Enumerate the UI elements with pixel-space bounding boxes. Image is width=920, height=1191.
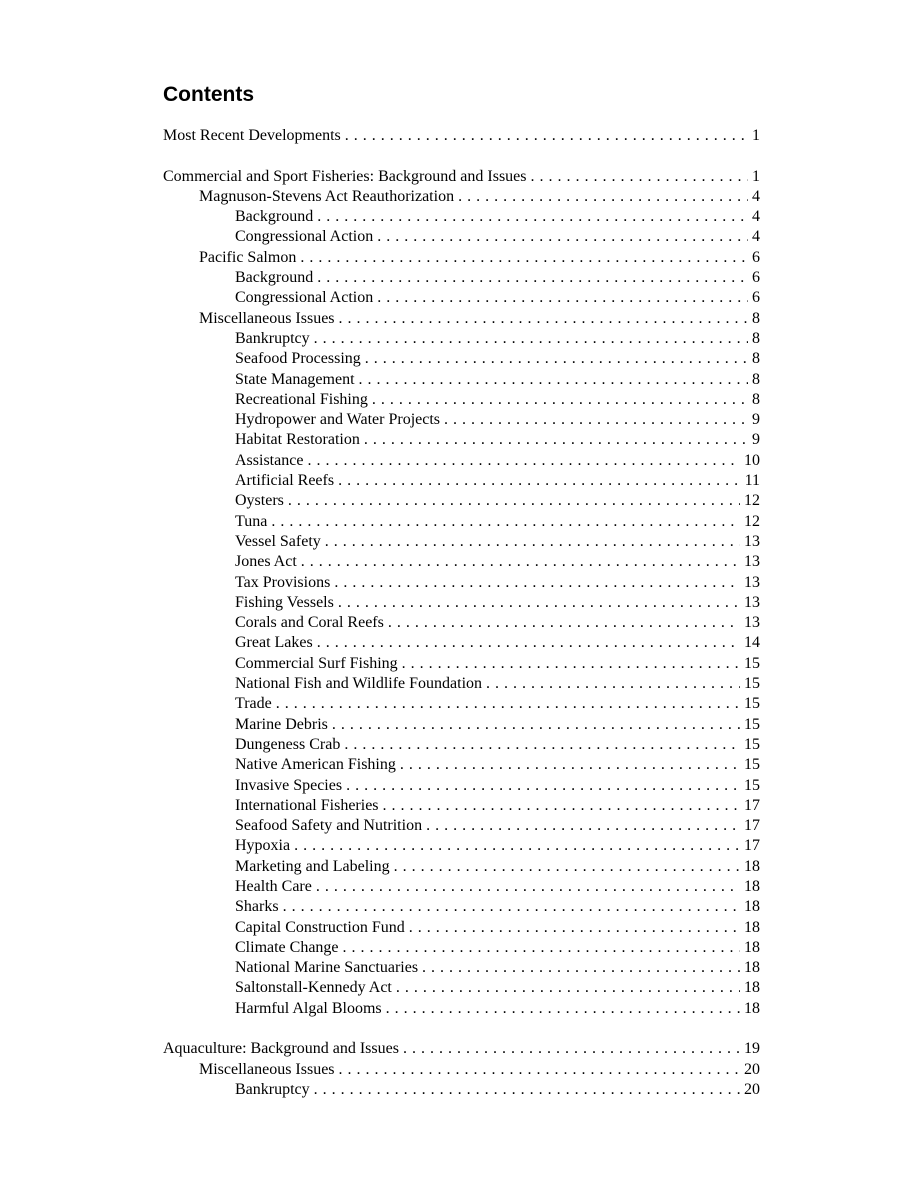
toc-entry-page-number: 8 <box>752 329 760 347</box>
toc-entry[interactable] <box>163 451 760 471</box>
toc-entry[interactable] <box>163 1039 760 1059</box>
toc-entry[interactable] <box>163 167 760 187</box>
toc-entry-title: Trade <box>235 695 272 713</box>
toc-entry-page-number: 13 <box>744 573 760 591</box>
toc-entry[interactable] <box>163 552 760 572</box>
toc-entry-title: Most Recent Developments <box>163 127 341 144</box>
toc-entry-title: Artificial Reefs <box>235 472 335 490</box>
toc-entry-title: Background <box>235 208 314 226</box>
toc-entry[interactable] <box>163 227 760 247</box>
toc-entry-page-number: 18 <box>744 999 760 1017</box>
toc-entry-title: Corals and Coral Reefs <box>235 614 384 632</box>
toc-entry[interactable] <box>163 938 760 958</box>
toc-entry[interactable] <box>163 1060 760 1080</box>
dot-leader <box>388 613 740 633</box>
toc-entry[interactable] <box>163 370 760 390</box>
dot-leader <box>444 410 748 430</box>
toc-entry-page-number: 18 <box>744 877 760 895</box>
toc-entry[interactable] <box>163 978 760 998</box>
toc-entry-title: Sharks <box>235 898 279 916</box>
toc-entry[interactable] <box>163 309 760 329</box>
dot-leader <box>345 126 748 146</box>
toc-entry-title: Assistance <box>235 451 304 469</box>
toc-entry-page-number: 1 <box>752 127 760 144</box>
dot-leader <box>426 816 740 836</box>
toc-entry[interactable] <box>163 349 760 369</box>
dot-leader <box>403 1039 740 1059</box>
toc-entry[interactable] <box>163 390 760 410</box>
toc-entry[interactable] <box>163 755 760 775</box>
dot-leader <box>338 593 740 613</box>
toc-entry-title: Hydropower and Water Projects <box>235 411 441 429</box>
toc-entry-title: International Fisheries <box>235 796 379 814</box>
toc-entry-page-number: 8 <box>752 350 760 368</box>
toc-entry-page-number: 18 <box>744 898 760 916</box>
toc-entry-title: Tuna <box>235 512 268 530</box>
toc-entry[interactable] <box>163 735 760 755</box>
toc-entry-title: Saltonstall-Kennedy Act <box>235 979 392 997</box>
dot-leader <box>317 268 748 288</box>
toc-entry-title: Magnuson-Stevens Act Reauthorization <box>199 187 455 205</box>
toc-entry-title: Commercial Surf Fishing <box>235 654 398 672</box>
dot-leader <box>332 715 740 735</box>
toc-entry-page-number: 11 <box>744 472 760 490</box>
toc-entry[interactable] <box>163 715 760 735</box>
toc-entry-title: Aquaculture: Background and Issues <box>163 1040 399 1058</box>
toc-entry-page-number: 15 <box>744 715 760 733</box>
toc-entry[interactable] <box>163 654 760 674</box>
dot-leader <box>364 430 748 450</box>
dot-leader <box>486 674 740 694</box>
toc-entry[interactable] <box>163 491 760 511</box>
toc-entry-title: Tax Provisions <box>235 573 331 591</box>
toc-entry-title: Miscellaneous Issues <box>199 1060 335 1078</box>
toc-entry[interactable] <box>163 207 760 227</box>
toc-entry-title: Miscellaneous Issues <box>199 309 335 327</box>
toc-entry-title: Health Care <box>235 877 312 895</box>
dot-leader <box>271 512 740 532</box>
toc-entry-title: Bankruptcy <box>235 329 310 347</box>
toc-entry-page-number: 9 <box>752 411 760 429</box>
toc-entry[interactable] <box>163 999 760 1019</box>
dot-leader <box>394 857 740 877</box>
toc-entry-title: Habitat Restoration <box>235 431 360 449</box>
toc-entry-page-number: 18 <box>744 959 760 977</box>
toc-entry-title: Native American Fishing <box>235 756 396 774</box>
dot-leader <box>294 836 740 856</box>
dot-leader <box>531 167 749 187</box>
toc-entry-page-number: 14 <box>744 634 760 652</box>
toc-entry[interactable] <box>163 126 760 146</box>
toc-entry-page-number: 6 <box>752 289 760 307</box>
toc-entry-page-number: 17 <box>744 837 760 855</box>
toc-entry-page-number: 18 <box>744 938 760 956</box>
toc-entry-page-number: 12 <box>744 512 760 530</box>
dot-leader <box>346 776 740 796</box>
toc-entry[interactable] <box>163 836 760 856</box>
toc-entry-page-number: 18 <box>744 918 760 936</box>
toc-entry-page-number: 10 <box>744 451 760 469</box>
toc-entry-page-number: 8 <box>752 370 760 388</box>
dot-leader <box>422 958 740 978</box>
dot-leader <box>334 573 740 593</box>
toc-entry[interactable] <box>163 187 760 207</box>
toc-entry-page-number: 20 <box>744 1080 760 1098</box>
dot-leader <box>283 897 740 917</box>
dot-leader <box>307 451 740 471</box>
toc-entry-title: National Marine Sanctuaries <box>235 959 419 977</box>
toc-entry-page-number: 13 <box>744 553 760 571</box>
dot-leader <box>325 532 740 552</box>
toc-entry-title: Seafood Processing <box>235 350 361 368</box>
toc-entry[interactable] <box>163 674 760 694</box>
dot-leader <box>338 471 741 491</box>
dot-leader <box>344 735 740 755</box>
toc-entry-page-number: 15 <box>744 695 760 713</box>
toc-entry-title: Oysters <box>235 492 284 510</box>
toc-entry-page-number: 15 <box>744 776 760 794</box>
dot-leader <box>316 877 740 897</box>
toc-entry[interactable] <box>163 918 760 938</box>
dot-leader <box>343 938 740 958</box>
toc-entry[interactable] <box>163 877 760 897</box>
toc-entry-page-number: 13 <box>744 532 760 550</box>
toc-entry-page-number: 1 <box>752 167 760 185</box>
dot-leader <box>372 390 748 410</box>
toc-entry-page-number: 18 <box>744 857 760 875</box>
toc-entry-page-number: 18 <box>744 979 760 997</box>
toc-entry-title: Invasive Species <box>235 776 343 794</box>
toc-entry[interactable] <box>163 897 760 917</box>
toc-entry-title: Seafood Safety and Nutrition <box>235 817 423 835</box>
dot-leader <box>458 187 748 207</box>
toc-entry[interactable] <box>163 1080 760 1100</box>
dot-leader <box>314 329 748 349</box>
toc-entry[interactable] <box>163 958 760 978</box>
toc-entry[interactable] <box>163 593 760 613</box>
toc-entry-title: Fishing Vessels <box>235 593 334 611</box>
dot-leader <box>359 370 748 390</box>
toc-entry-title: Vessel Safety <box>235 532 321 550</box>
toc-entry[interactable] <box>163 694 760 714</box>
toc-entry-title: Bankruptcy <box>235 1080 310 1098</box>
toc-entry[interactable] <box>163 248 760 268</box>
toc-entry-title: Dungeness Crab <box>235 735 341 753</box>
toc-entry-page-number: 12 <box>744 492 760 510</box>
toc-entry-page-number: 17 <box>744 796 760 814</box>
toc-entry-page-number: 17 <box>744 817 760 835</box>
toc-entry-page-number: 6 <box>752 269 760 287</box>
toc-entry-page-number: 4 <box>752 187 760 205</box>
dot-leader <box>377 227 748 247</box>
toc-entry-page-number: 15 <box>744 654 760 672</box>
toc-entry[interactable] <box>163 816 760 836</box>
toc-entry-title: Capital Construction Fund <box>235 918 405 936</box>
toc-entry-title: Congressional Action <box>235 228 374 246</box>
dot-leader <box>276 694 740 714</box>
dot-leader <box>396 978 740 998</box>
toc-entry-title: Great Lakes <box>235 634 313 652</box>
toc-entry[interactable] <box>163 613 760 633</box>
dot-leader <box>339 1060 740 1080</box>
toc-entry-title: Climate Change <box>235 938 339 956</box>
toc-entry-page-number: 8 <box>752 309 760 327</box>
dot-leader <box>409 918 740 938</box>
toc-entry-page-number: 15 <box>744 756 760 774</box>
dot-leader <box>386 999 740 1019</box>
toc-entry[interactable] <box>163 857 760 877</box>
dot-leader <box>301 552 740 572</box>
toc-entry-page-number: 13 <box>744 593 760 611</box>
toc-entry-title: Recreational Fishing <box>235 390 368 408</box>
dot-leader <box>288 491 740 511</box>
toc-entry-page-number: 8 <box>752 390 760 408</box>
dot-leader <box>383 796 740 816</box>
toc-entry-page-number: 15 <box>744 675 760 693</box>
toc-entry-title: Hypoxia <box>235 837 291 855</box>
dot-leader <box>402 654 740 674</box>
toc-entry-title: Marketing and Labeling <box>235 857 390 875</box>
toc-entry[interactable] <box>163 268 760 288</box>
toc-entry[interactable] <box>163 796 760 816</box>
toc-entry[interactable] <box>163 776 760 796</box>
toc-entry[interactable] <box>163 573 760 593</box>
toc-entry[interactable] <box>163 633 760 653</box>
toc-entry-page-number: 9 <box>752 431 760 449</box>
dot-leader <box>300 248 748 268</box>
toc-entry-title: Pacific Salmon <box>199 248 297 266</box>
table-of-contents <box>163 126 760 1100</box>
toc-entry-page-number: 4 <box>752 228 760 246</box>
toc-entry-page-number: 19 <box>744 1040 760 1058</box>
dot-leader <box>339 309 748 329</box>
toc-entry-title: State Management <box>235 370 355 388</box>
dot-leader <box>317 633 740 653</box>
toc-entry-title: Jones Act <box>235 553 297 571</box>
toc-entry-title: Marine Debris <box>235 715 328 733</box>
dot-leader <box>317 207 748 227</box>
toc-entry[interactable] <box>163 430 760 450</box>
toc-entry-title: Commercial and Sport Fisheries: Background and Issues <box>163 167 527 185</box>
toc-entry[interactable] <box>163 410 760 430</box>
toc-entry[interactable] <box>163 288 760 308</box>
dot-leader <box>377 288 748 308</box>
toc-entry[interactable] <box>163 329 760 349</box>
toc-entry-title: Background <box>235 269 314 287</box>
toc-entry-title: Congressional Action <box>235 289 374 307</box>
toc-entry-page-number: 4 <box>752 208 760 226</box>
dot-leader <box>400 755 740 775</box>
toc-entry[interactable] <box>163 471 760 491</box>
toc-entry-page-number: 15 <box>744 735 760 753</box>
dot-leader <box>314 1080 740 1100</box>
contents-heading: Contents <box>163 83 254 106</box>
toc-entry-page-number: 6 <box>752 248 760 266</box>
toc-entry[interactable] <box>163 532 760 552</box>
toc-entry-page-number: 20 <box>744 1060 760 1078</box>
toc-entry-title: Harmful Algal Blooms <box>235 999 382 1017</box>
toc-entry-page-number: 13 <box>744 614 760 632</box>
toc-entry[interactable] <box>163 512 760 532</box>
dot-leader <box>365 349 748 369</box>
toc-entry-title: National Fish and Wildlife Foundation <box>235 675 483 693</box>
